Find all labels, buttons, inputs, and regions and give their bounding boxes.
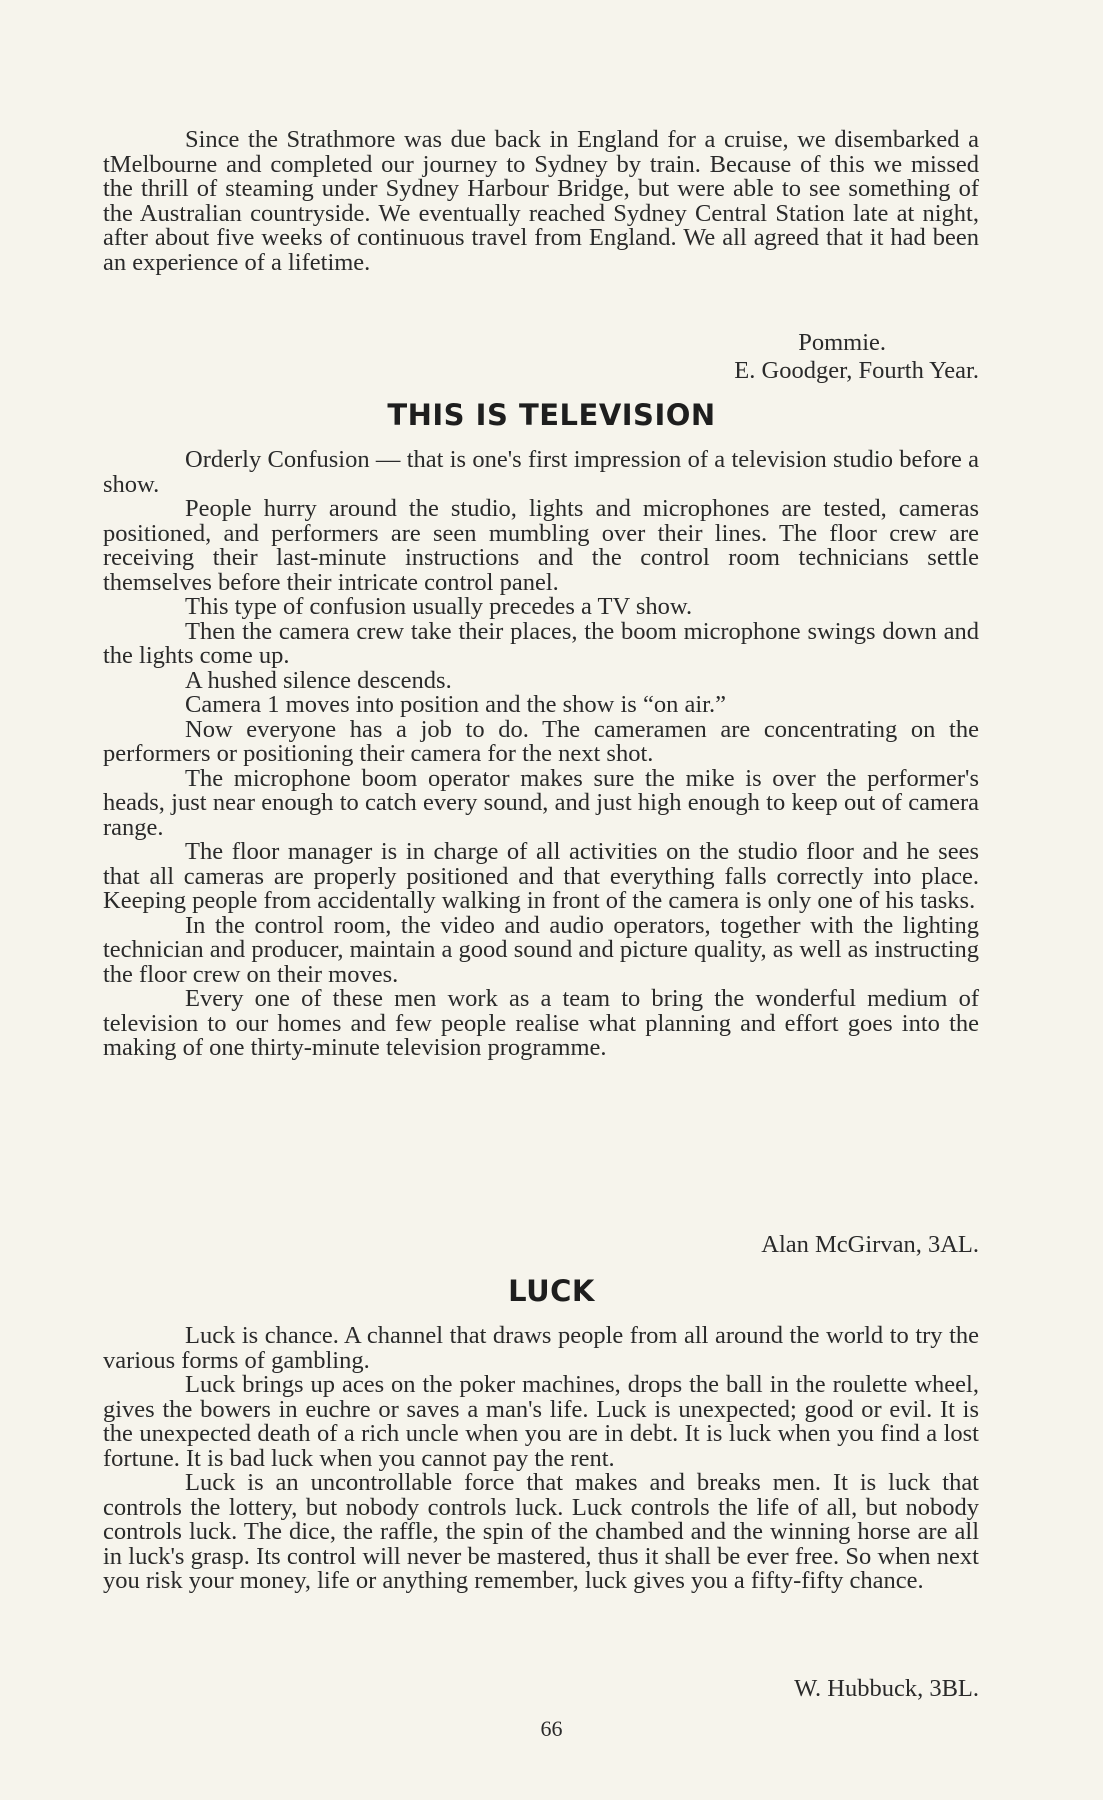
television-paragraph-10: In the control room, the video and audio operators, together with the lighting technician and producer, maintain a good sound and picture quality, as well as instructing the floor crew on their moves. [103, 911, 979, 988]
intro-text [103, 128, 979, 275]
intro-signature-title: Pommie. [798, 329, 886, 356]
television-paragraph-7: Now everyone has a job to do. The cameramen are concentrating on the performers or positioning their camera for the next shot. [103, 715, 979, 767]
television-paragraph-1: Orderly Confusion — that is one's first impression of a television studio before a show. [103, 446, 979, 498]
television-paragraph-9: The floor manager is in charge of all activities on the studio floor and he sees that all cameras are properly positioned and that everything falls correctly into place. Keeping people from accidentally walking in front of the camera is only one of his tasks. [103, 838, 979, 914]
television-paragraph-2: People hurry around the studio, lights and microphones are tested, cameras positioned, and performers are seen mumbling over their lines. The floor crew are receiving their last-minute instructions and the control room technicians settle themselves before their intricate control panel. [103, 495, 979, 596]
page-number: 66 [540, 1716, 563, 1741]
luck-signature: W. Hubbuck, 3BL. [794, 1675, 979, 1702]
luck-paragraph-3: Luck is an uncontrollable force that makes and breaks men. It is luck that controls the lottery, but nobody controls luck. Luck controls the life of all, but nobody controls luck. The dice, the raffle, the spin of the chambed and the winning horse are all in luck's grasp. Its control will never be mastered, thus it shall be ever free. So when next you risk your money, life or anything remember, luck gives you a fifty-fifty chance. [103, 1469, 979, 1594]
luck-text [103, 1324, 979, 1594]
intro-paragraph: Since the Strathmore was due back in England for a cruise, we disembarked a tMelbourne and completed our journey to Sydney by train. Because of this we missed the thrill of steaming under Sydney Harbour Bridge, but were able to see something of the Australian countryside. We eventually reached Sydney Central Station late at night, after about five weeks of continuous travel from England. We all agreed that it had been an experience of a lifetime. [103, 126, 979, 276]
luck-paragraph-1: Luck is chance. A channel that draws people from all around the world to try the various forms of gambling. [103, 1322, 979, 1374]
television-paragraph-5: A hushed silence descends. [185, 666, 452, 694]
television-text [103, 448, 979, 1061]
television-signature: Alan McGirvan, 3AL. [761, 1231, 979, 1258]
luck-paragraph-2: Luck brings up aces on the poker machines, drops the ball in the roulette wheel, gives the bowers in euchre or saves a man's life. Luck is unexpected; good or evil. It is the unexpected death of a rich uncle when you are in debt. It is luck when you find a lost fortune. It is bad luck when you cannot pay the rent. [103, 1371, 979, 1472]
television-paragraph-4: Then the camera crew take their places, the boom microphone swings down and the lights come up. [103, 617, 979, 669]
intro-signature-author: E. Goodger, Fourth Year. [734, 357, 979, 384]
television-paragraph-6: Camera 1 moves into position and the show is “on air.” [185, 691, 726, 718]
television-paragraph-11: Every one of these men work as a team to bring the wonderful medium of television to our homes and few people realise what planning and effort goes into the making of one thirty-minute television programme. [103, 985, 979, 1061]
television-paragraph-8: The microphone boom operator makes sure the mike is over the performer's heads, just near enough to catch every sound, and just high enough to keep out of camera range. [103, 764, 979, 841]
television-paragraph-3: This type of confusion usually precedes a TV show. [185, 593, 693, 620]
television-heading: THIS IS TELEVISION [387, 398, 716, 432]
luck-heading: LUCK [508, 1274, 595, 1308]
